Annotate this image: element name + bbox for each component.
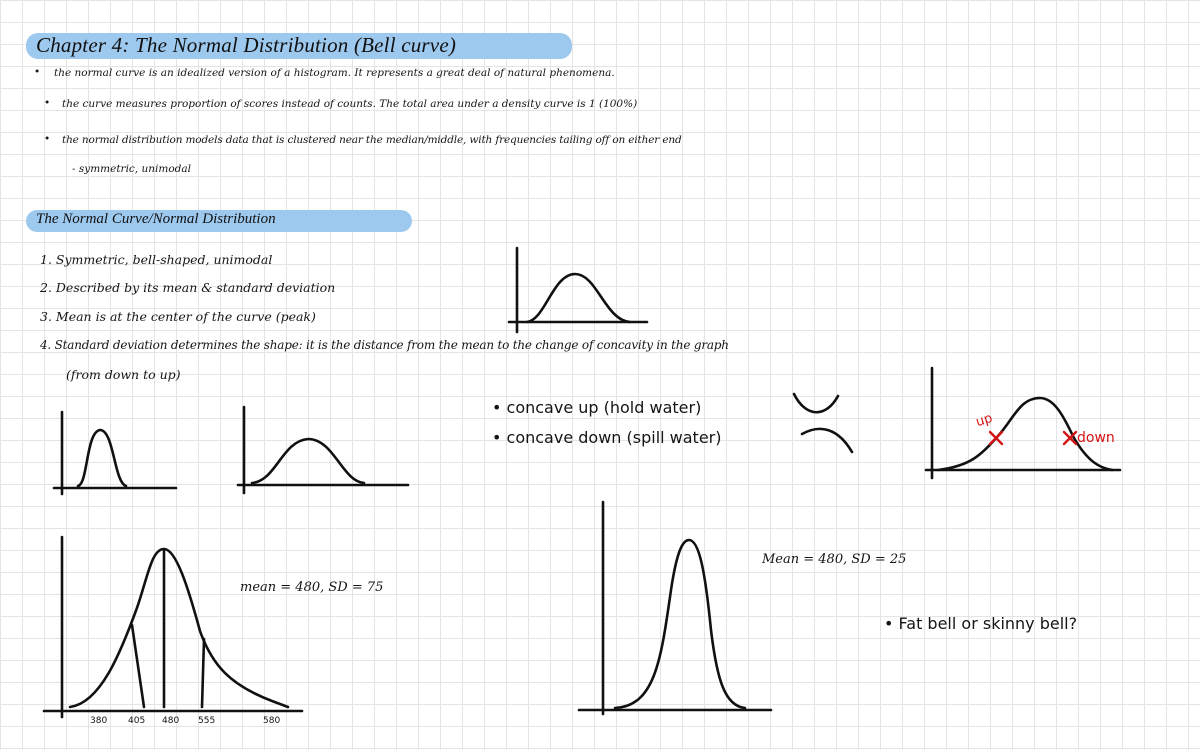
section-item-4-cont: (from down to up): [66, 367, 181, 382]
chapter-sub-bullet: - symmetric, unimodal: [72, 163, 191, 175]
graph-right-label: Mean = 480, SD = 25: [762, 552, 907, 567]
inflection-bell-sketch: [924, 366, 1124, 484]
normal-curve-sd25: [575, 500, 775, 720]
section-item-2: 2. Described by its mean & standard deviation: [40, 280, 336, 295]
chapter-bullet-2: the curve measures proportion of scores instead of counts. The total area under a density curve is 1 (100%): [62, 98, 638, 110]
bullet-2-marker: •: [44, 97, 51, 109]
bullet-1-marker: •: [34, 66, 41, 78]
wide-bell-sketch: [236, 405, 416, 500]
section-title: The Normal Curve/Normal Distribution: [36, 211, 276, 227]
tick-label-2: 405: [128, 716, 146, 726]
concave-up-note: • concave up (hold water): [492, 398, 702, 417]
tick-label-1: 380: [90, 716, 108, 726]
graph-left-label: mean = 480, SD = 75: [240, 580, 384, 595]
tick-label-4: 555: [198, 716, 216, 726]
section-item-1: 1. Symmetric, bell-shaped, unimodal: [40, 252, 273, 267]
normal-curve-sd75: [40, 535, 310, 725]
concave-down-note: • concave down (spill water): [492, 428, 722, 447]
fat-or-skinny-question: • Fat bell or skinny bell?: [884, 614, 1078, 633]
bullet-3-marker: •: [44, 133, 51, 145]
chapter-bullet-3: the normal distribution models data that is clustered near the median/middle, with frequencies tailing off on either end: [62, 134, 682, 146]
chapter-bullet-1: the normal curve is an idealized version of a histogram. It represents a great deal of natural phenomena.: [54, 67, 615, 79]
tick-label-3: 480: [162, 716, 180, 726]
concave-up-sketch: [788, 388, 848, 422]
bell-curve-sketch-top: [505, 244, 655, 339]
tick-label-5: 580: [263, 716, 281, 726]
inflection-label-up: up: [974, 410, 995, 431]
section-item-4: 4. Standard deviation determines the shape: it is the distance from the mean to the change of concavity in the graph: [40, 338, 729, 352]
narrow-bell-sketch: [52, 410, 182, 500]
chapter-title: Chapter 4: The Normal Distribution (Bell curve): [36, 33, 457, 57]
section-item-3: 3. Mean is at the center of the curve (peak): [40, 309, 316, 324]
inflection-label-down: down: [1077, 430, 1115, 446]
concave-down-sketch: [796, 420, 866, 460]
